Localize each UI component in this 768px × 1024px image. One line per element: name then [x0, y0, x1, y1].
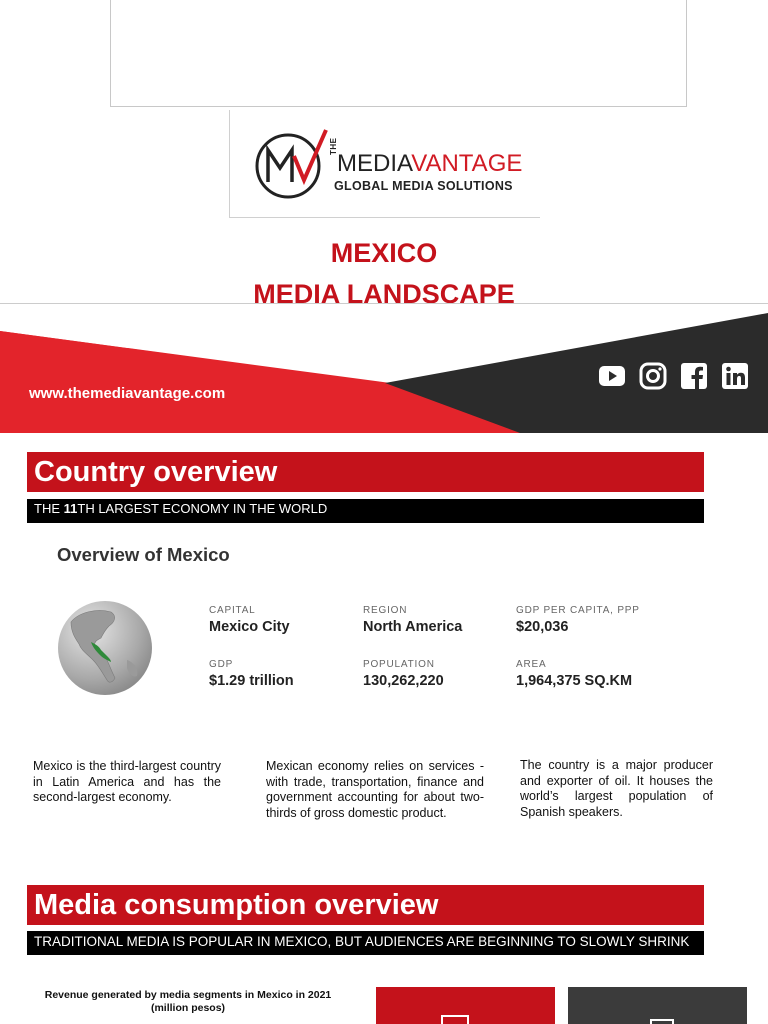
- media-card-dark: [568, 987, 747, 1024]
- stat-gdp-value: $1.29 trillion: [209, 673, 294, 689]
- instagram-icon[interactable]: [639, 362, 667, 390]
- section-subheading-media: TRADITIONAL MEDIA IS POPULAR IN MEXICO, BUT AUDIENCES ARE BEGINNING TO SLOWLY SHRINK: [27, 931, 704, 955]
- globe-icon: [57, 600, 153, 696]
- website-link[interactable]: www.themediavantage.com: [29, 385, 226, 402]
- logo-the-text: THE: [329, 137, 338, 155]
- page-title-line2: MEDIA LANDSCAPE: [253, 279, 515, 309]
- stat-capital-label: CAPITAL: [209, 605, 256, 616]
- stat-region-value: North America: [363, 619, 463, 635]
- subheading-rank: 11: [63, 501, 78, 516]
- logo-wordmark-vantage: VANTAGE: [411, 150, 523, 177]
- stat-population-value: 130,262,220: [363, 673, 444, 689]
- stat-gdp-per-capita-label: GDP PER CAPITA, PPP: [516, 605, 640, 616]
- section-heading-media: Media consumption overview: [27, 885, 704, 925]
- paragraph-oil: The country is a major producer and exporter of oil. It houses the world’s largest population of Spanish speakers.: [520, 758, 713, 819]
- section-heading-country: Country overview: [27, 452, 704, 492]
- section-subheading-country: [27, 499, 704, 523]
- stat-gdp-label: GDP: [209, 659, 234, 670]
- subheading-suffix: TH LARGEST ECONOMY IN THE WORLD: [77, 501, 328, 516]
- paragraph-economy: Mexican economy relies on services - with trade, transportation, finance and government accounting for about two-thirds of gross domestic product.: [266, 759, 484, 820]
- stat-capital-value: Mexico City: [209, 619, 290, 635]
- media-card-red: [376, 987, 555, 1024]
- facebook-icon[interactable]: [680, 362, 708, 390]
- subheading-prefix: THE: [34, 501, 64, 516]
- stat-population-label: POPULATION: [363, 659, 435, 670]
- stat-area-label: AREA: [516, 659, 547, 670]
- logo-block: [229, 110, 540, 218]
- radio-icon: [650, 1019, 674, 1024]
- stat-region: [363, 605, 462, 635]
- stat-area: [516, 659, 632, 689]
- logo-wordmark-media: MEDIA: [337, 150, 412, 177]
- mv-logo-icon: [252, 128, 330, 200]
- stat-gdp-per-capita-value: $20,036: [516, 619, 569, 635]
- logo-wordmark: [337, 150, 522, 178]
- logo-tagline: GLOBAL MEDIA SOLUTIONS: [334, 179, 513, 193]
- paragraph-size: Mexico is the third-largest country in Latin America and has the second-largest economy.: [33, 759, 221, 804]
- stat-region-label: REGION: [363, 605, 408, 616]
- header-frame: [110, 0, 687, 107]
- stat-area-value: 1,964,375 SQ.KM: [516, 673, 633, 689]
- stat-gdp: [209, 659, 294, 689]
- tv-icon: [441, 1015, 469, 1024]
- chart-title: [30, 989, 346, 1015]
- youtube-icon[interactable]: [598, 362, 626, 390]
- page-title-line1: MEXICO: [330, 238, 438, 268]
- stat-capital: [209, 605, 290, 635]
- stat-gdp-per-capita: [516, 605, 640, 635]
- chart-title-line1: Revenue generated by media segments in Mexico in 2021: [44, 989, 332, 1001]
- stat-population: [363, 659, 444, 689]
- linkedin-icon[interactable]: [721, 362, 749, 390]
- overview-title: Overview of Mexico: [57, 544, 230, 565]
- chart-title-line2: (million pesos): [150, 1002, 226, 1014]
